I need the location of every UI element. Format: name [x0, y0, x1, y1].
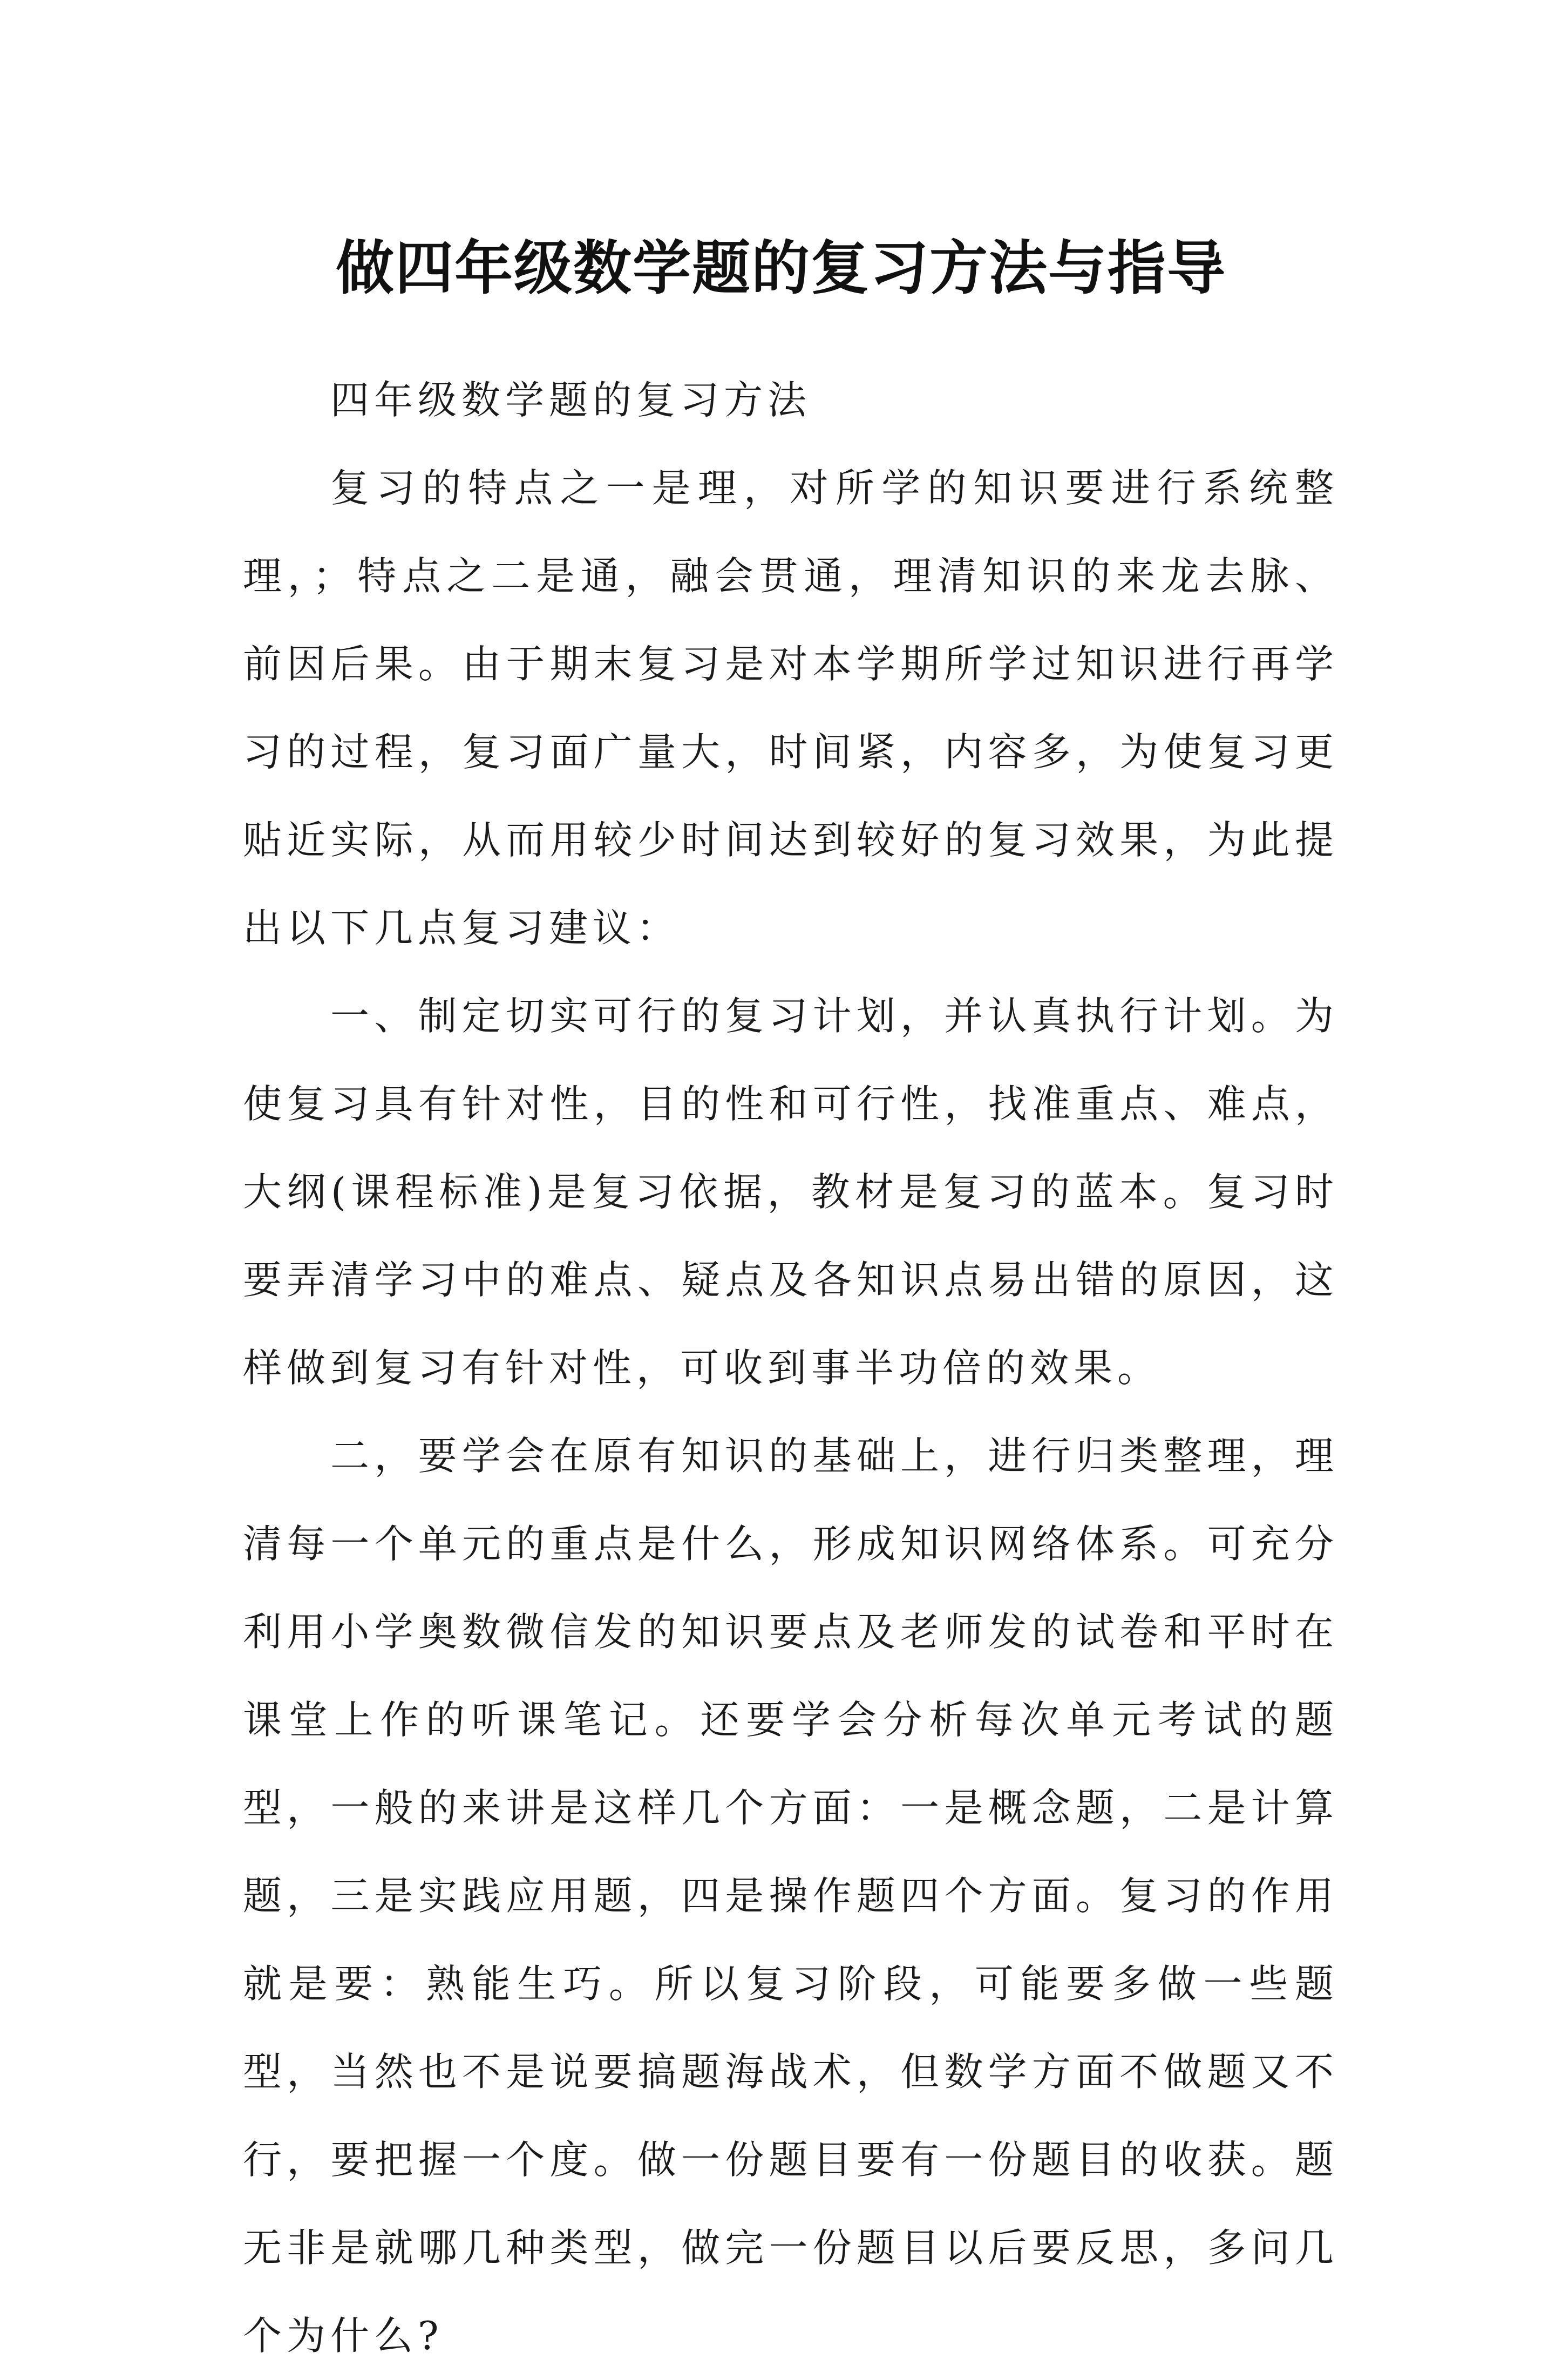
- document-title: 做四年级数学题的复习方法与指导: [335, 234, 1226, 303]
- document-body: [243, 356, 1339, 2380]
- point-one-paragraph: 一、制定切实可行的复习计划，并认真执行计划。为使复习具有针对性，目的性和可行性，找准重点、难点，大纲(课程标准)是复习依据，教材是复习的蓝本。复习时要弄清学习中的难点、疑点及各知识点易出错的原因，这样做到复习有针对性，可收到事半功倍的效果。: [243, 993, 1339, 1391]
- section-heading: 四年级数学题的复习方法: [330, 377, 812, 423]
- point-two-paragraph: 二，要学会在原有知识的基础上，进行归类整理，理清每一个单元的重点是什么，形成知识网络体系。可充分利用小学奥数微信发的知识要点及老师发的试卷和平时在课堂上作的听课笔记。还要学会分析每次单元考试的题型，一般的来讲是这样几个方面：一是概念题，二是计算题，三是实践应用题，四是操作题四个方面。复习的作用就是要：熟能生巧。所以复习阶段，可能要多做一些题型，当然也不是说要搞题海战术，但数学方面不做题又不行，要把握一个度。做一份题目要有一份题目的收获。题无非是就哪几种类型，做完一份题目以后要反思，多问几个为什么?: [243, 1433, 1339, 2358]
- intro-paragraph: 复习的特点之一是理，对所学的知识要进行系统整理，；特点之二是通，融会贯通，理清知识的来龙去脉、前因后果。由于期末复习是对本学期所学过知识进行再学习的过程，复习面广量大，时间紧，内容多，为使复习更贴近实际，从而用较少时间达到较好的复习效果，为此提出以下几点复习建议：: [243, 465, 1339, 951]
